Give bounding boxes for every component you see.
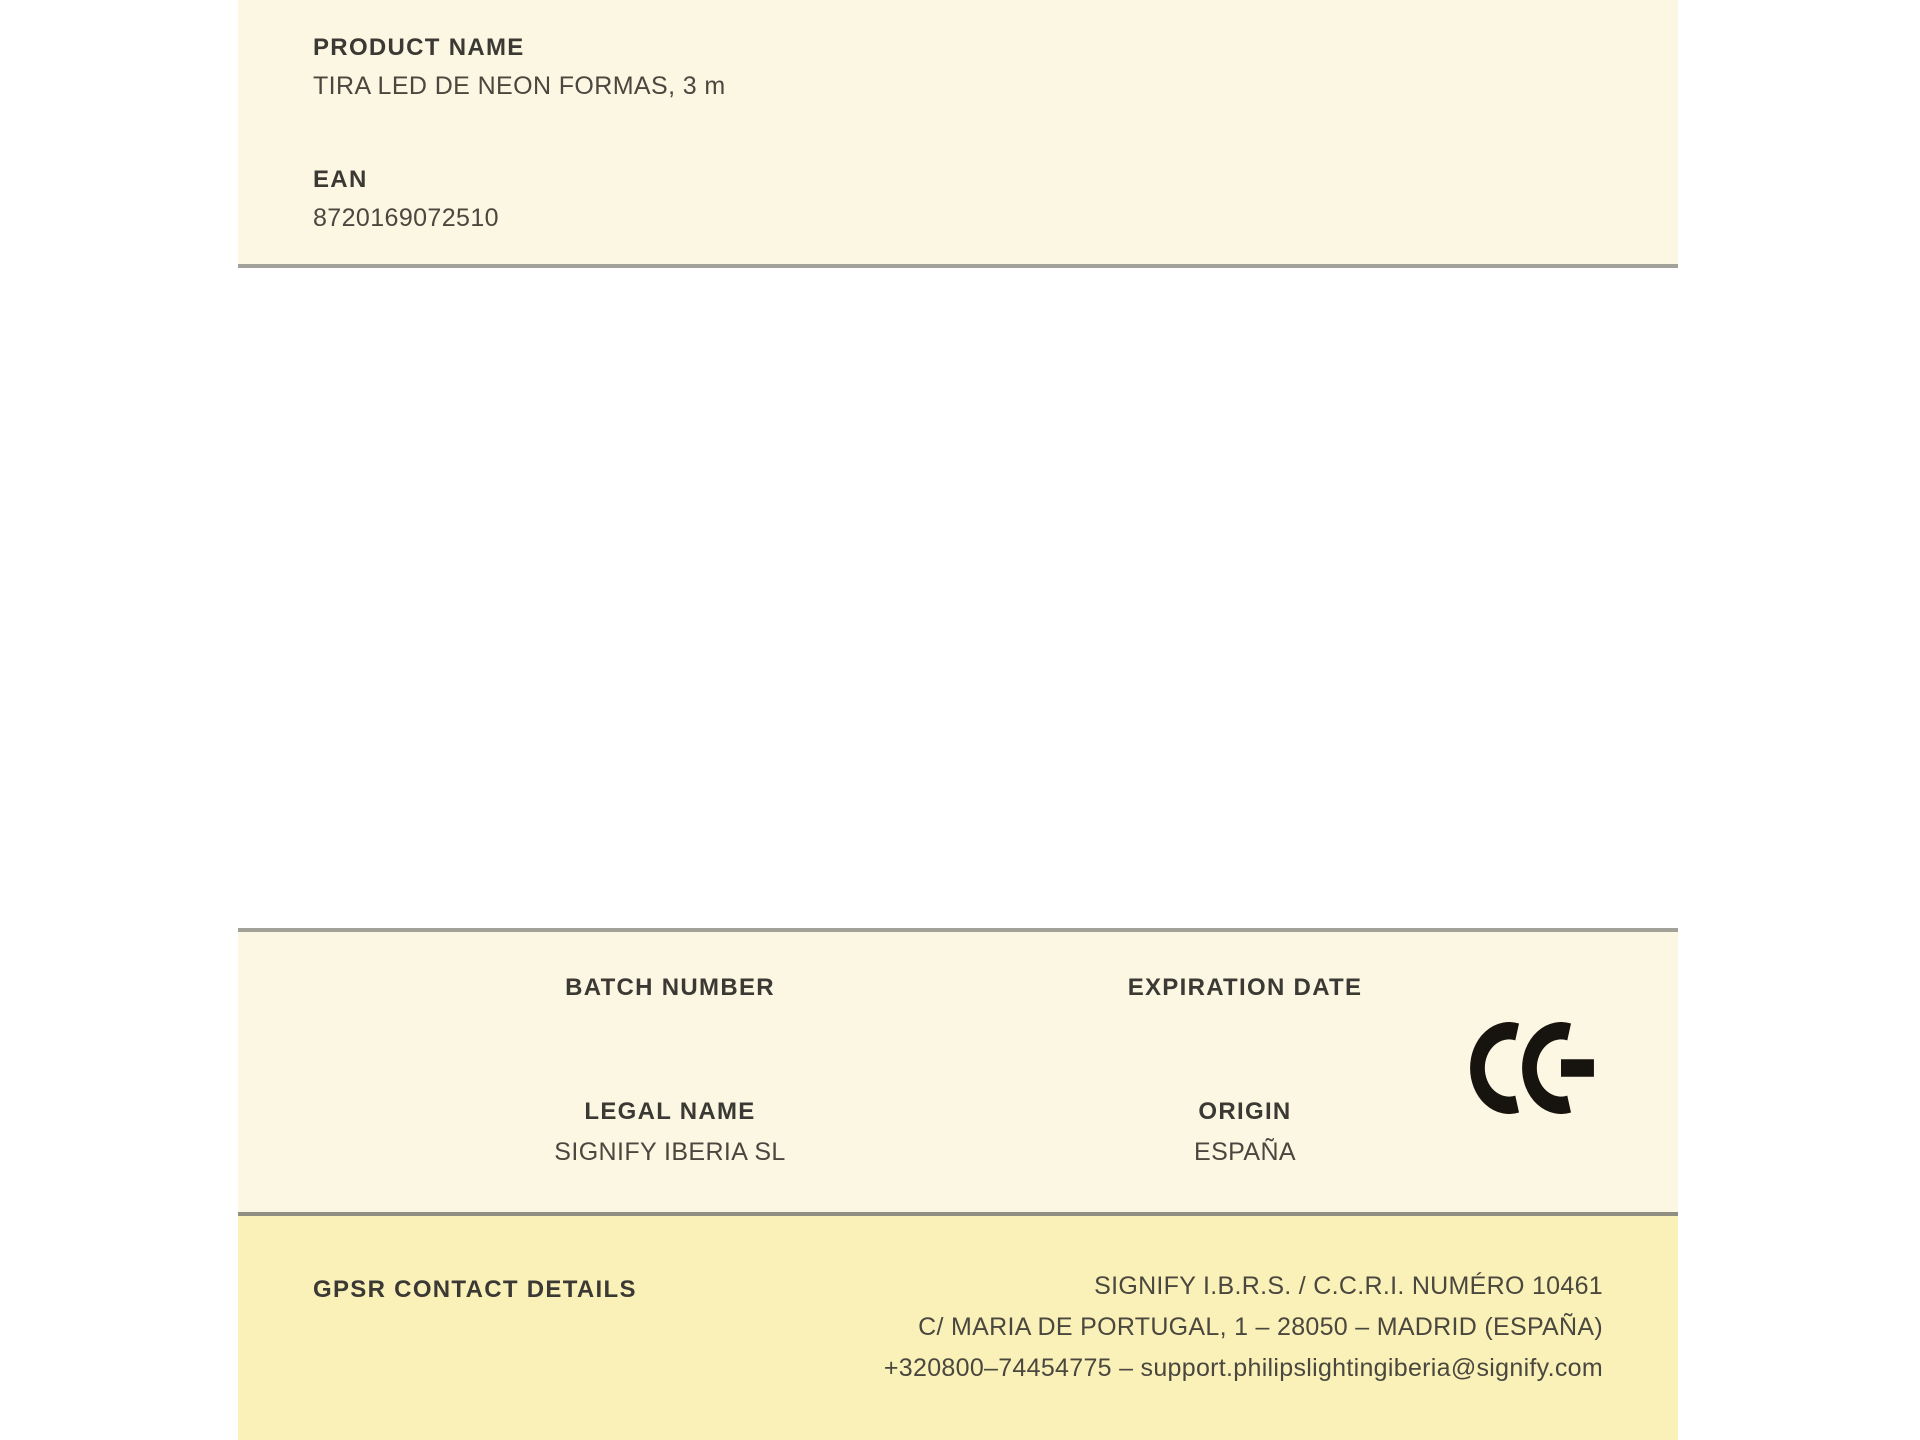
gpsr-address-line: C/ MARIA DE PORTUGAL, 1 – 28050 – MADRID (ESPAÑA) [918, 1313, 1603, 1341]
product-name-value: TIRA LED DE NEON FORMAS, 3 m [313, 72, 726, 100]
gpsr-contact-label: GPSR CONTACT DETAILS [313, 1276, 637, 1303]
legal-name-value: SIGNIFY IBERIA SL [554, 1138, 786, 1166]
gpsr-phone-email-line: +320800–74454775 – support.philipslightingiberia@signify.com [883, 1354, 1603, 1382]
ean-field [313, 166, 1603, 234]
label-panel [238, 0, 1678, 1440]
origin-value: ESPAÑA [1194, 1138, 1296, 1166]
gpsr-company-line: SIGNIFY I.B.R.S. / C.C.R.I. NUMÉRO 10461 [1094, 1272, 1603, 1300]
ce-mark-icon [1470, 1022, 1600, 1114]
expiration-date-label: EXPIRATION DATE [1127, 974, 1363, 1001]
gpsr-contact-section [238, 1216, 1678, 1440]
batch-number-label: BATCH NUMBER [565, 974, 775, 1001]
gpsr-contact-block [884, 1266, 1603, 1389]
product-info-section [238, 0, 1678, 264]
product-name-field [313, 34, 1603, 102]
ean-value: 8720169072510 [313, 204, 499, 232]
ean-label: EAN [313, 166, 368, 193]
legal-name-label: LEGAL NAME [584, 1098, 756, 1125]
origin-label: ORIGIN [1198, 1098, 1292, 1125]
batch-legal-section [238, 932, 1678, 1212]
product-name-label: PRODUCT NAME [313, 34, 525, 61]
empty-middle-region [238, 268, 1678, 928]
